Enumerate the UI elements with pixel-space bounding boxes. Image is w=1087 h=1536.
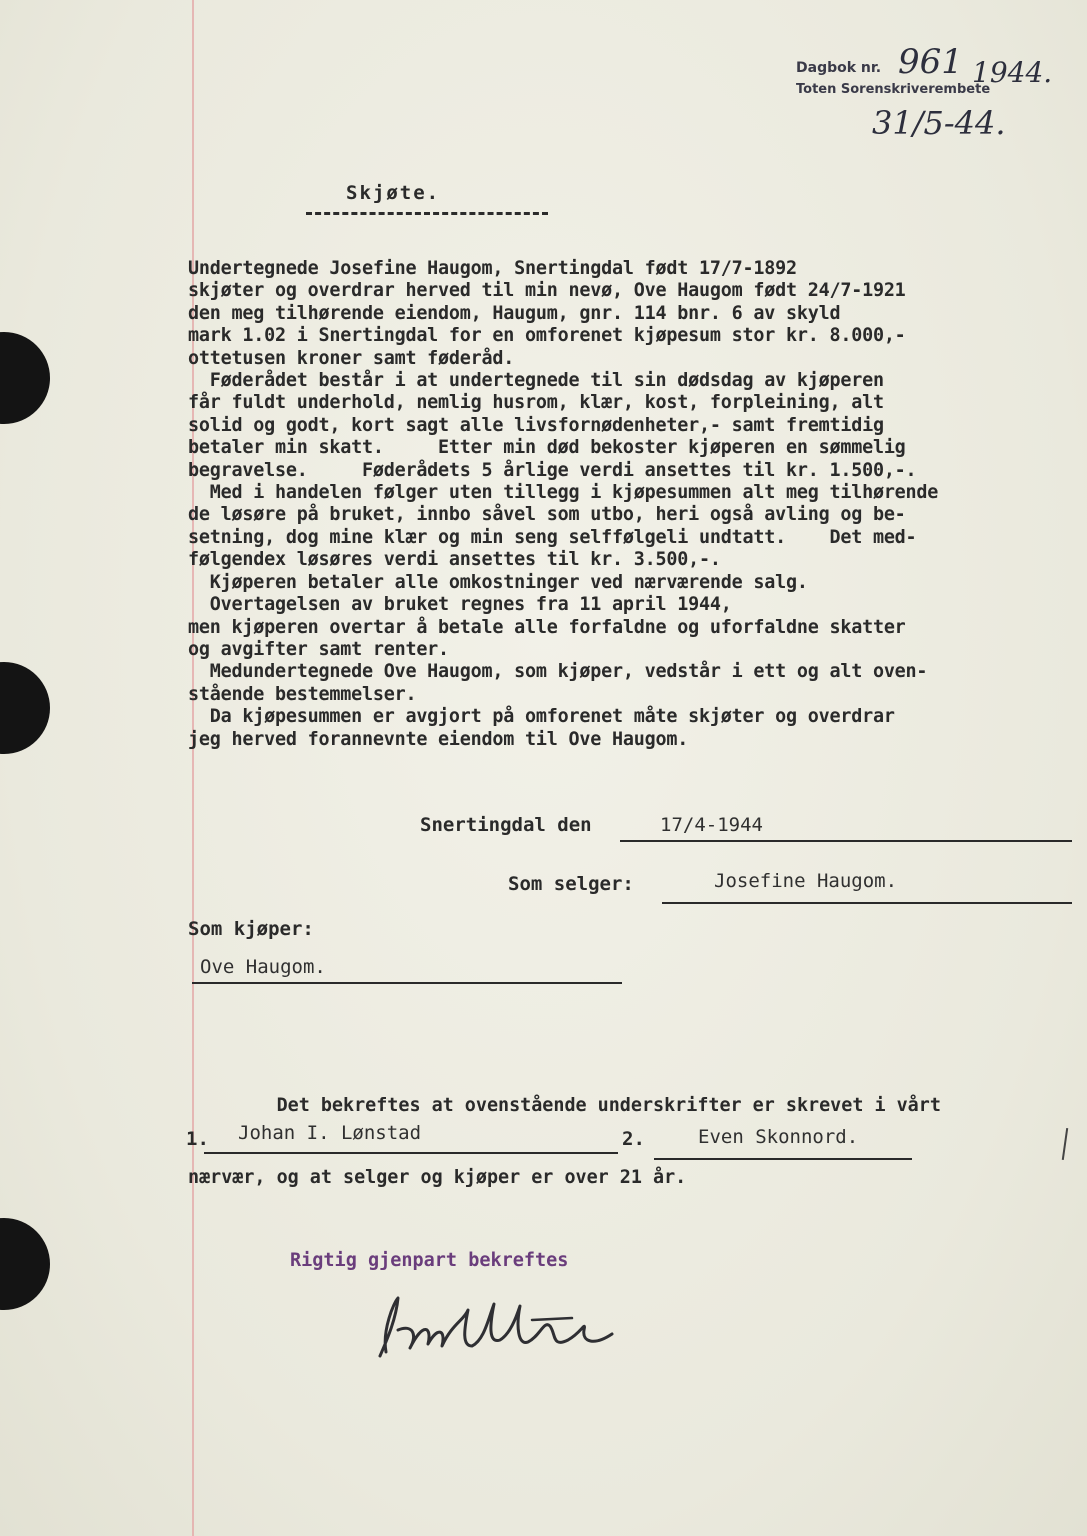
witness-1-number: 1. xyxy=(186,1128,209,1150)
body-line: setning, dog mine klær og min seng selffølgeli undtatt. Det med- xyxy=(188,526,917,548)
body-line: stående bestemmelser. xyxy=(188,683,417,705)
body-line: betaler min skatt. Etter min død bekoster kjøperen en sømmelig xyxy=(188,437,906,459)
body-line: skjøter og overdrar herved til min nevø, Ove Haugom født 24/7-1921 xyxy=(188,280,906,302)
body-line: Undertegnede Josefine Haugom, Snertingdal født 17/7-1892 xyxy=(188,258,797,279)
stamp-year: 1944. xyxy=(972,56,1053,89)
body-line: men kjøperen overtar å betale alle forfaldne og uforfaldne skatter xyxy=(188,616,906,638)
seller-label: Som selger: xyxy=(508,873,634,895)
body-line: Overtagelsen av bruket regnes fra 11 april 1944, xyxy=(188,594,732,616)
body-line: Kjøperen betaler alle omkostninger ved nærværende salg. xyxy=(188,571,808,593)
body-line: Medundertegnede Ove Haugom, som kjøper, vedstår i ett og alt oven- xyxy=(188,661,928,683)
body-line: den meg tilhørende eiendom, Haugum, gnr. 114 bnr. 6 av skyld xyxy=(188,302,841,324)
buyer-label: Som kjøper: xyxy=(188,918,314,940)
witness-2-number: 2. xyxy=(622,1128,645,1150)
seller-name: Josefine Haugom. xyxy=(714,870,898,892)
witness-2-line xyxy=(654,1158,912,1160)
body-line: jeg herved forannevnte eiendom til Ove Haugom. xyxy=(188,728,689,750)
document-title: Skjøte. xyxy=(346,182,441,204)
body-line: og avgifter samt renter. xyxy=(188,638,449,660)
buyer-signature-line xyxy=(192,982,622,984)
stamp-office: Toten Sorenskriverembete xyxy=(796,82,991,97)
certification-line: nærvær, og at selger og kjøper er over 21 år. xyxy=(188,1167,687,1188)
title-underline xyxy=(306,212,548,215)
date-line xyxy=(620,840,1072,842)
certification-line: Det bekreftes at ovenstående underskrifter er skrevet i vårt xyxy=(188,1095,941,1116)
body-line: Med i handelen følger uten tillegg i kjøpesummen alt meg tilhørende xyxy=(188,482,939,504)
body-line: solid og godt, kort sagt alle livsfornødenheter,- samt fremtidig xyxy=(188,414,884,436)
handwritten-signature-icon xyxy=(372,1290,632,1370)
buyer-name: Ove Haugom. xyxy=(200,956,326,978)
body-line: mark 1.02 i Snertingdal for en omforenet kjøpesum stor kr. 8.000,- xyxy=(188,325,906,347)
witness-1-line xyxy=(204,1152,618,1154)
stamp-dagbok-number: 961 xyxy=(898,42,963,82)
copy-confirmation-stamp: Rigtig gjenpart bekreftes xyxy=(290,1250,569,1271)
stamp-received-date: 31/5-44. xyxy=(872,104,1006,142)
place-label: Snertingdal den xyxy=(420,814,592,836)
seller-signature-line xyxy=(662,902,1072,904)
body-line: begravelse. Føderådets 5 årlige verdi ansettes til kr. 1.500,-. xyxy=(188,459,917,481)
document-body xyxy=(188,258,1068,751)
body-line: ottetusen kroner samt føderåd. xyxy=(188,347,515,369)
place-date: 17/4-1944 xyxy=(660,814,763,836)
body-line: får fuldt underhold, nemlig husrom, klær, kost, forpleining, alt xyxy=(188,392,884,414)
body-line: de løsøre på bruket, innbo såvel som utbo, heri også avling og be- xyxy=(188,504,906,526)
red-margin-line xyxy=(192,0,194,1536)
body-line: Da kjøpesummen er avgjort på omforenet måte skjøter og overdrar xyxy=(188,706,895,728)
punch-hole-icon xyxy=(0,1218,50,1310)
witness-2-name: Even Skonnord. xyxy=(698,1126,859,1148)
punch-hole-icon xyxy=(0,662,50,754)
body-line: Føderådet består i at undertegnede til sin dødsdag av kjøperen xyxy=(188,370,884,392)
stamp-dagbok-label: Dagbok nr. xyxy=(796,60,882,76)
witness-1-name: Johan I. Lønstad xyxy=(238,1122,422,1144)
body-line: følgendex løsøres verdi ansettes til kr. 3.500,-. xyxy=(188,549,721,571)
punch-hole-icon xyxy=(0,332,50,424)
